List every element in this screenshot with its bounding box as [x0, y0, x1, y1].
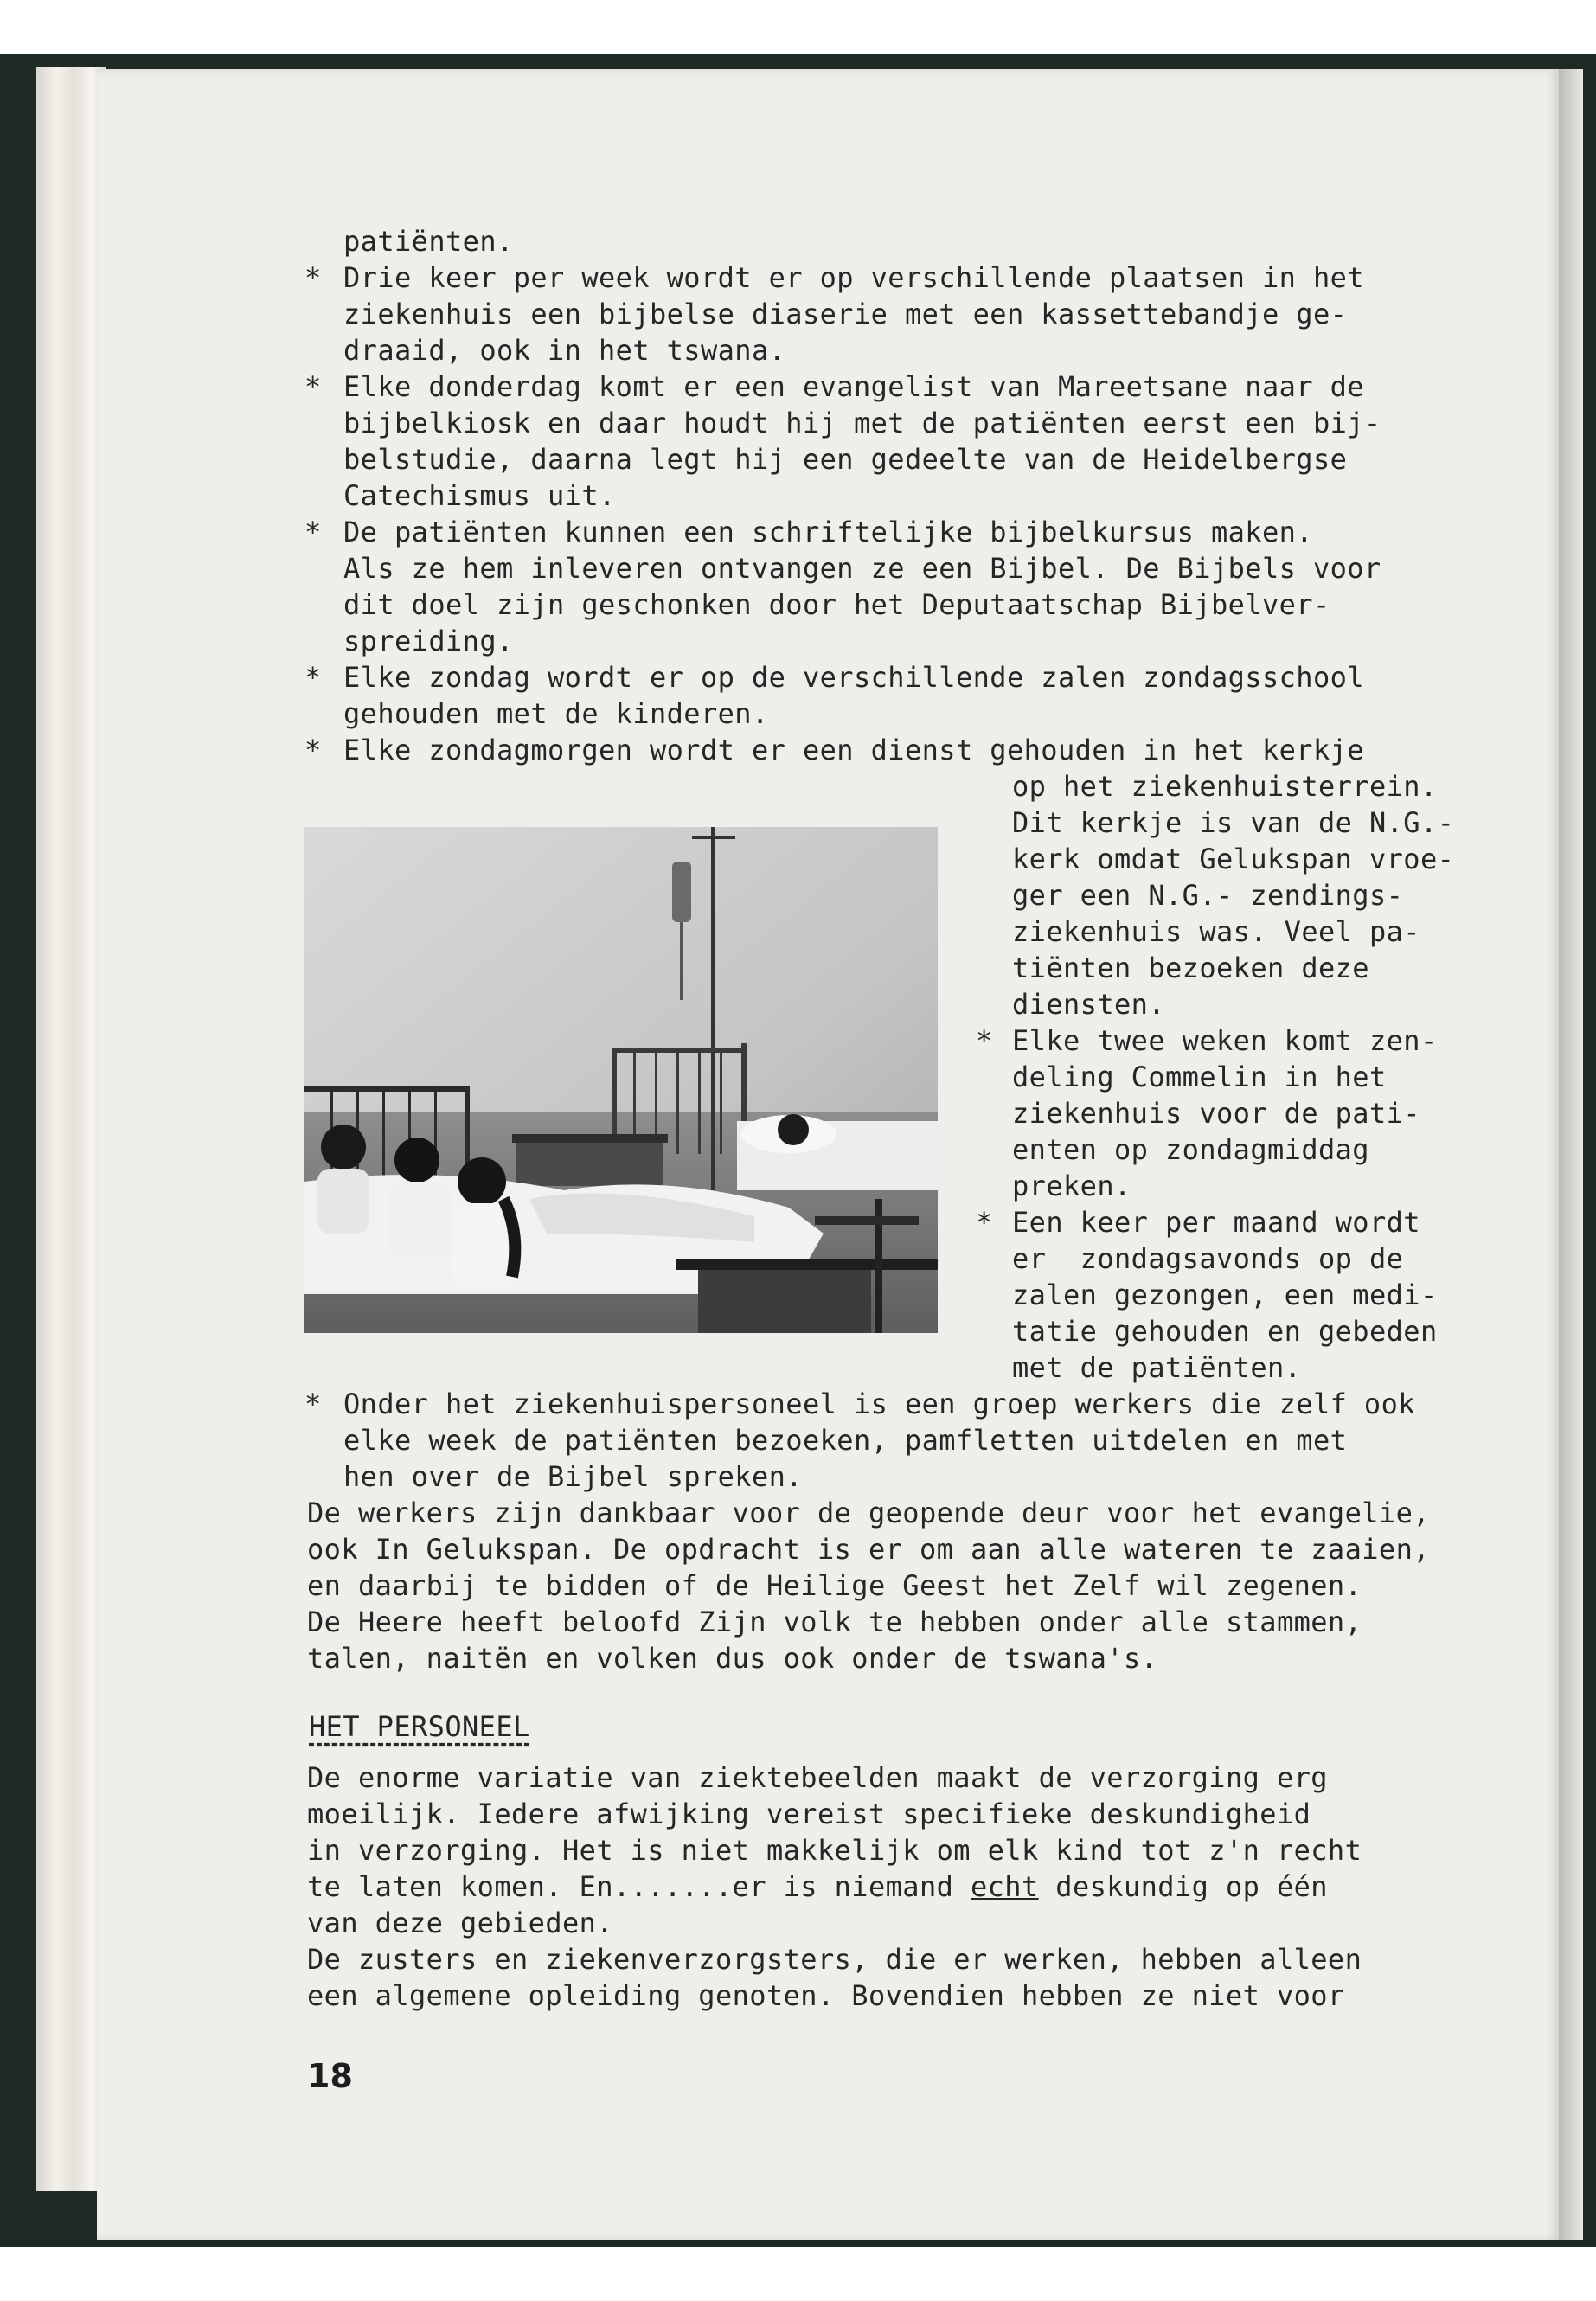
bullet-line: ziekenhuis een bijbelse diaserie met een kassettebandje ge- [343, 298, 1348, 330]
side-line: deling Commelin in het [1012, 1061, 1387, 1093]
bullet-marker: * [304, 734, 322, 766]
bullet-line: Elke donderdag komt er een evangelist van Mareetsane naar de [343, 370, 1364, 403]
paragraph-line: De zusters en ziekenverzorgsters, die er werken, hebben alleen [307, 1943, 1362, 1976]
line-text: te laten komen. En.......er is niemand [307, 1870, 971, 1903]
paragraph-line: talen, naitën en volken dus ook onder de tswana's. [307, 1642, 1158, 1675]
bullet-line: dit doel zijn geschonken door het Deputaatschap Bijbelver- [343, 588, 1330, 621]
side-line: Elke twee weken komt zen- [1012, 1024, 1438, 1057]
bullet-line: belstudie, daarna legt hij een gedeelte van de Heidelbergse [343, 443, 1348, 476]
side-line: diensten. [1012, 988, 1165, 1021]
side-line: kerk omdat Gelukspan vroe- [1012, 843, 1455, 875]
line-text: deskundig op één [1038, 1870, 1328, 1903]
hospital-ward-photo [304, 827, 938, 1333]
paragraph-line: De enorme variatie van ziektebeelden maakt de verzorging erg [307, 1761, 1328, 1794]
side-line: ger een N.G.- zendings- [1012, 879, 1404, 912]
bullet-marker: * [304, 516, 322, 548]
bullet-line: gehouden met de kinderen. [343, 697, 769, 730]
bullet-marker: * [976, 1206, 993, 1239]
section-heading: HET PERSONEEL [309, 1710, 530, 1743]
bullet-line: draaid, ook in het tswana. [343, 334, 786, 367]
side-line: preken. [1012, 1170, 1131, 1202]
bullet-marker: * [304, 661, 322, 694]
page-right-edge [1559, 69, 1583, 2240]
page-stack-edge [36, 67, 106, 2191]
bullet-line: hen over de Bijbel spreken. [343, 1460, 803, 1493]
underlined-word: echt [970, 1870, 1039, 1903]
side-line: Dit kerkje is van de N.G.- [1012, 806, 1455, 839]
paragraph-line [307, 1868, 1328, 1905]
side-line: Een keer per maand wordt [1012, 1206, 1420, 1239]
side-line: ziekenhuis was. Veel pa- [1012, 915, 1420, 948]
paragraph-line: van deze gebieden. [307, 1907, 613, 1939]
side-line: met de patiënten. [1012, 1351, 1302, 1384]
paragraph-line: en daarbij te bidden of de Heilige Geest het Zelf wil zegenen. [307, 1569, 1362, 1602]
bullet-marker: * [304, 370, 322, 403]
bullet-line: Onder het ziekenhuispersoneel is een groep werkers die zelf ook [343, 1388, 1415, 1420]
bullet-line: bijbelkiosk en daar houdt hij met de patiënten eerst een bij- [343, 407, 1381, 439]
bullet-line: Elke zondag wordt er op de verschillende zalen zondagsschool [343, 661, 1364, 694]
paragraph-line: De werkers zijn dankbaar voor de geopende deur voor het evangelie, [307, 1497, 1430, 1529]
side-line: tatie gehouden en gebeden [1012, 1315, 1438, 1348]
bullet-line: Drie keer per week wordt er op verschillende plaatsen in het [343, 261, 1364, 294]
side-line: enten op zondagmiddag [1012, 1133, 1369, 1166]
paragraph-line: in verzorging. Het is niet makkelijk om elk kind tot z'n recht [307, 1834, 1362, 1867]
bullet-line: Als ze hem inleveren ontvangen ze een Bijbel. De Bijbels voor [343, 552, 1381, 585]
side-line: zalen gezongen, een medi- [1012, 1279, 1438, 1311]
bullet-line: Catechismus uit. [343, 479, 616, 512]
paragraph-line: De Heere heeft beloofd Zijn volk te hebben onder alle stammen, [307, 1606, 1362, 1638]
page-number: 18 [307, 2057, 353, 2095]
paragraph-line: ook In Gelukspan. De opdracht is er om aan alle wateren te zaaien, [307, 1533, 1430, 1566]
side-line: ziekenhuis voor de pati- [1012, 1097, 1420, 1130]
side-line: er zondagsavonds op de [1012, 1242, 1404, 1275]
bullet-marker: * [304, 1388, 322, 1420]
paragraph-line: een algemene opleiding genoten. Bovendien hebben ze niet voor [307, 1979, 1345, 2012]
side-line: tiënten bezoeken deze [1012, 952, 1369, 984]
bullet-marker: * [976, 1024, 993, 1057]
side-line: op het ziekenhuisterrein. [1012, 770, 1438, 803]
intro-line: patiënten. [343, 225, 514, 258]
paragraph-line: moeilijk. Iedere afwijking vereist specifieke deskundigheid [307, 1798, 1311, 1830]
bullet-line: elke week de patiënten bezoeken, pamfletten uitdelen en met [343, 1424, 1348, 1457]
bullet-line: spreiding. [343, 625, 514, 657]
bullet-marker: * [304, 261, 322, 294]
bullet-line: Elke zondagmorgen wordt er een dienst gehouden in het kerkje [343, 734, 1364, 766]
bullet-line: De patiënten kunnen een schriftelijke bijbelkursus maken. [343, 516, 1313, 548]
